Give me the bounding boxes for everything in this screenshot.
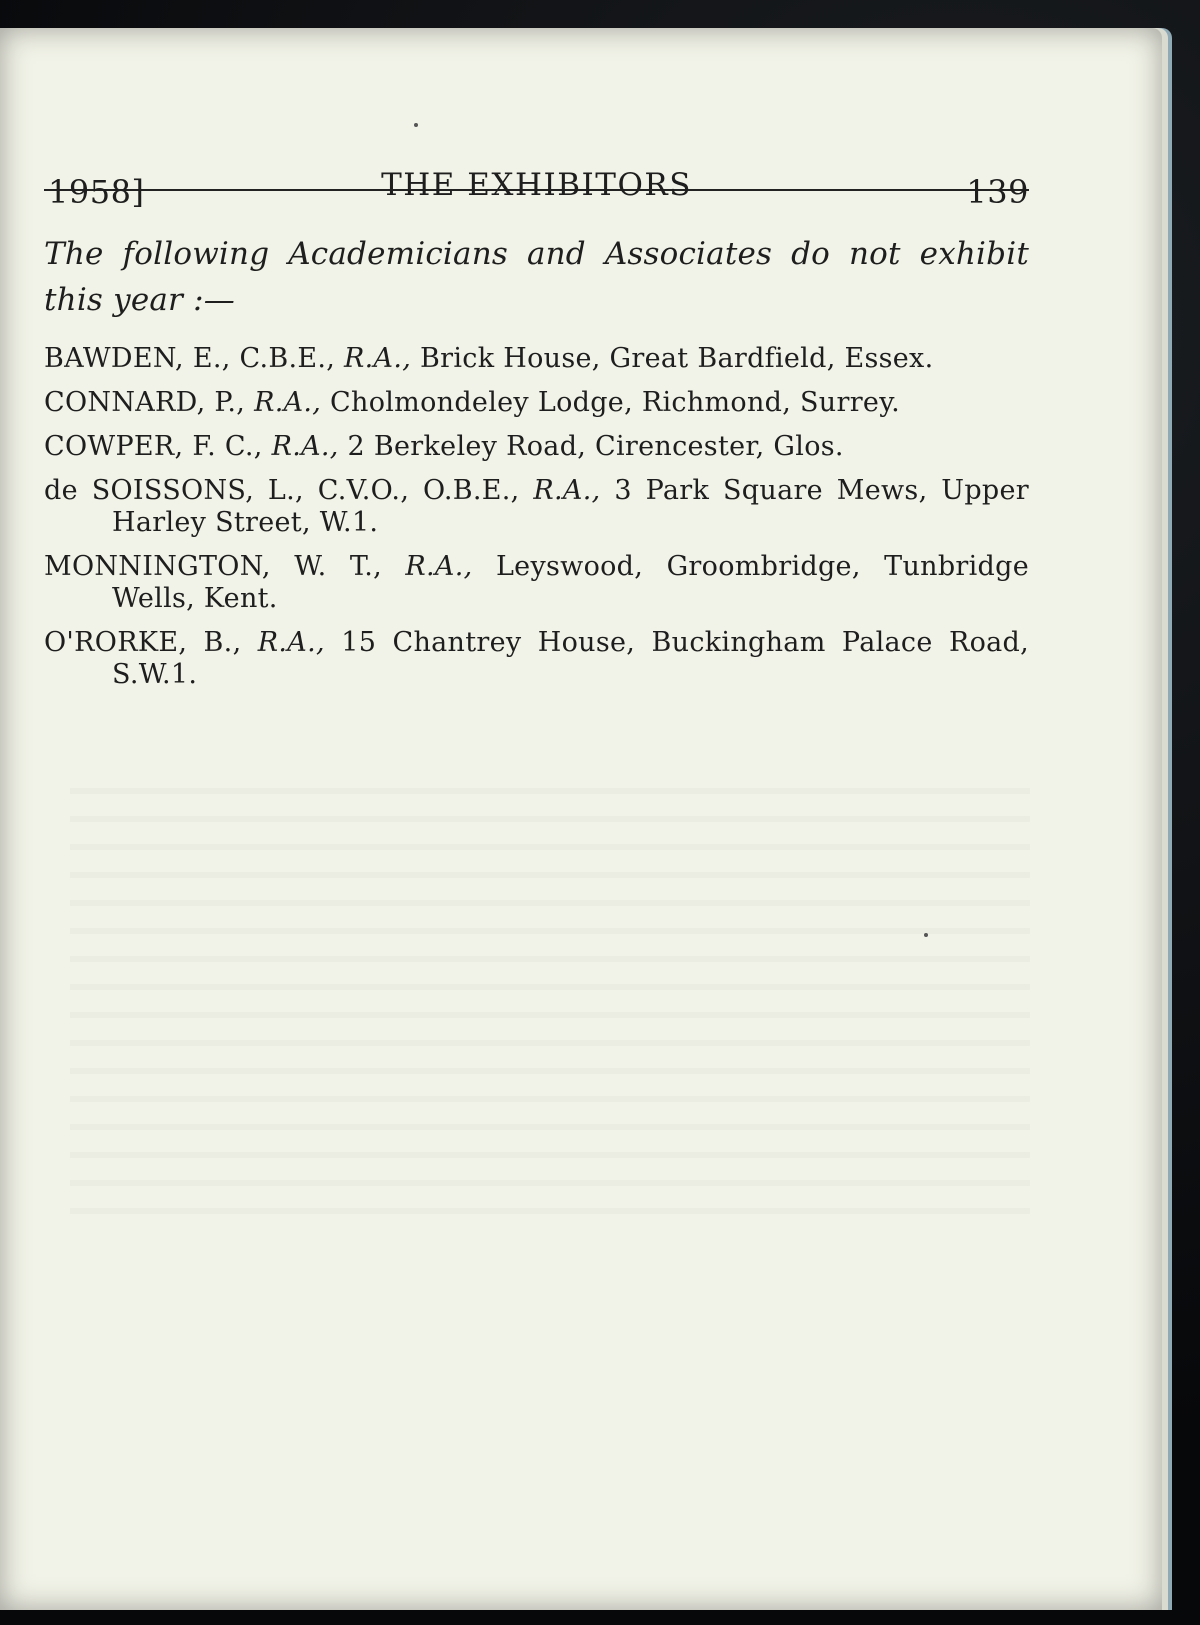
show-through-text: [70, 788, 1030, 1228]
exhibitor-name: BAWDEN, E., C.B.E.,: [44, 343, 336, 374]
running-head-year: 1958]: [48, 173, 145, 211]
exhibitor-address: 3 Park Square Mews, Upper Harley Street, W.1.: [112, 475, 1029, 538]
exhibitor-address: Brick House, Great Bardfield, Essex.: [420, 343, 934, 374]
list-item: [44, 431, 1029, 463]
exhibitor-rank: R.A.,: [271, 431, 339, 462]
speck-mark: [924, 933, 928, 937]
list-item: [44, 627, 1029, 691]
intro-note: The following Academicians and Associates do not exhibit this year :—: [44, 236, 1029, 318]
page-content: [44, 143, 1029, 703]
list-item: [44, 387, 1029, 419]
running-head-title: THE EXHIBITORS: [381, 167, 692, 203]
exhibitor-rank: R.A.,: [533, 475, 601, 506]
exhibitor-name: CONNARD, P.,: [44, 387, 246, 418]
exhibitor-name: MONNINGTON, W. T.,: [44, 551, 382, 582]
exhibitor-address: Leyswood, Groombridge, Tunbridge Wells, Kent.: [112, 551, 1029, 614]
list-item: [44, 475, 1029, 539]
absent-exhibitors-list: [44, 343, 1029, 691]
exhibitor-rank: R.A.,: [257, 627, 325, 658]
exhibitor-address: Cholmondeley Lodge, Richmond, Surrey.: [330, 387, 901, 418]
exhibitor-rank: R.A.,: [254, 387, 322, 418]
book-page: [0, 28, 1162, 1610]
page-number: 139: [966, 173, 1029, 211]
exhibitor-name: O'RORKE, B.,: [44, 627, 242, 658]
exhibitor-address: 15 Chantrey House, Buckingham Palace Road, S.W.1.: [112, 627, 1029, 690]
speck-mark: [414, 123, 418, 127]
exhibitor-rank: R.A.,: [344, 343, 412, 374]
running-head: [44, 143, 1029, 211]
exhibitor-name: de SOISSONS, L., C.V.O., O.B.E.,: [44, 475, 520, 506]
exhibitor-name: COWPER, F. C.,: [44, 431, 263, 462]
list-item: [44, 551, 1029, 615]
list-item: [44, 343, 1029, 375]
exhibitor-address: 2 Berkeley Road, Cirencester, Glos.: [347, 431, 844, 462]
exhibitor-rank: R.A.,: [405, 551, 473, 582]
